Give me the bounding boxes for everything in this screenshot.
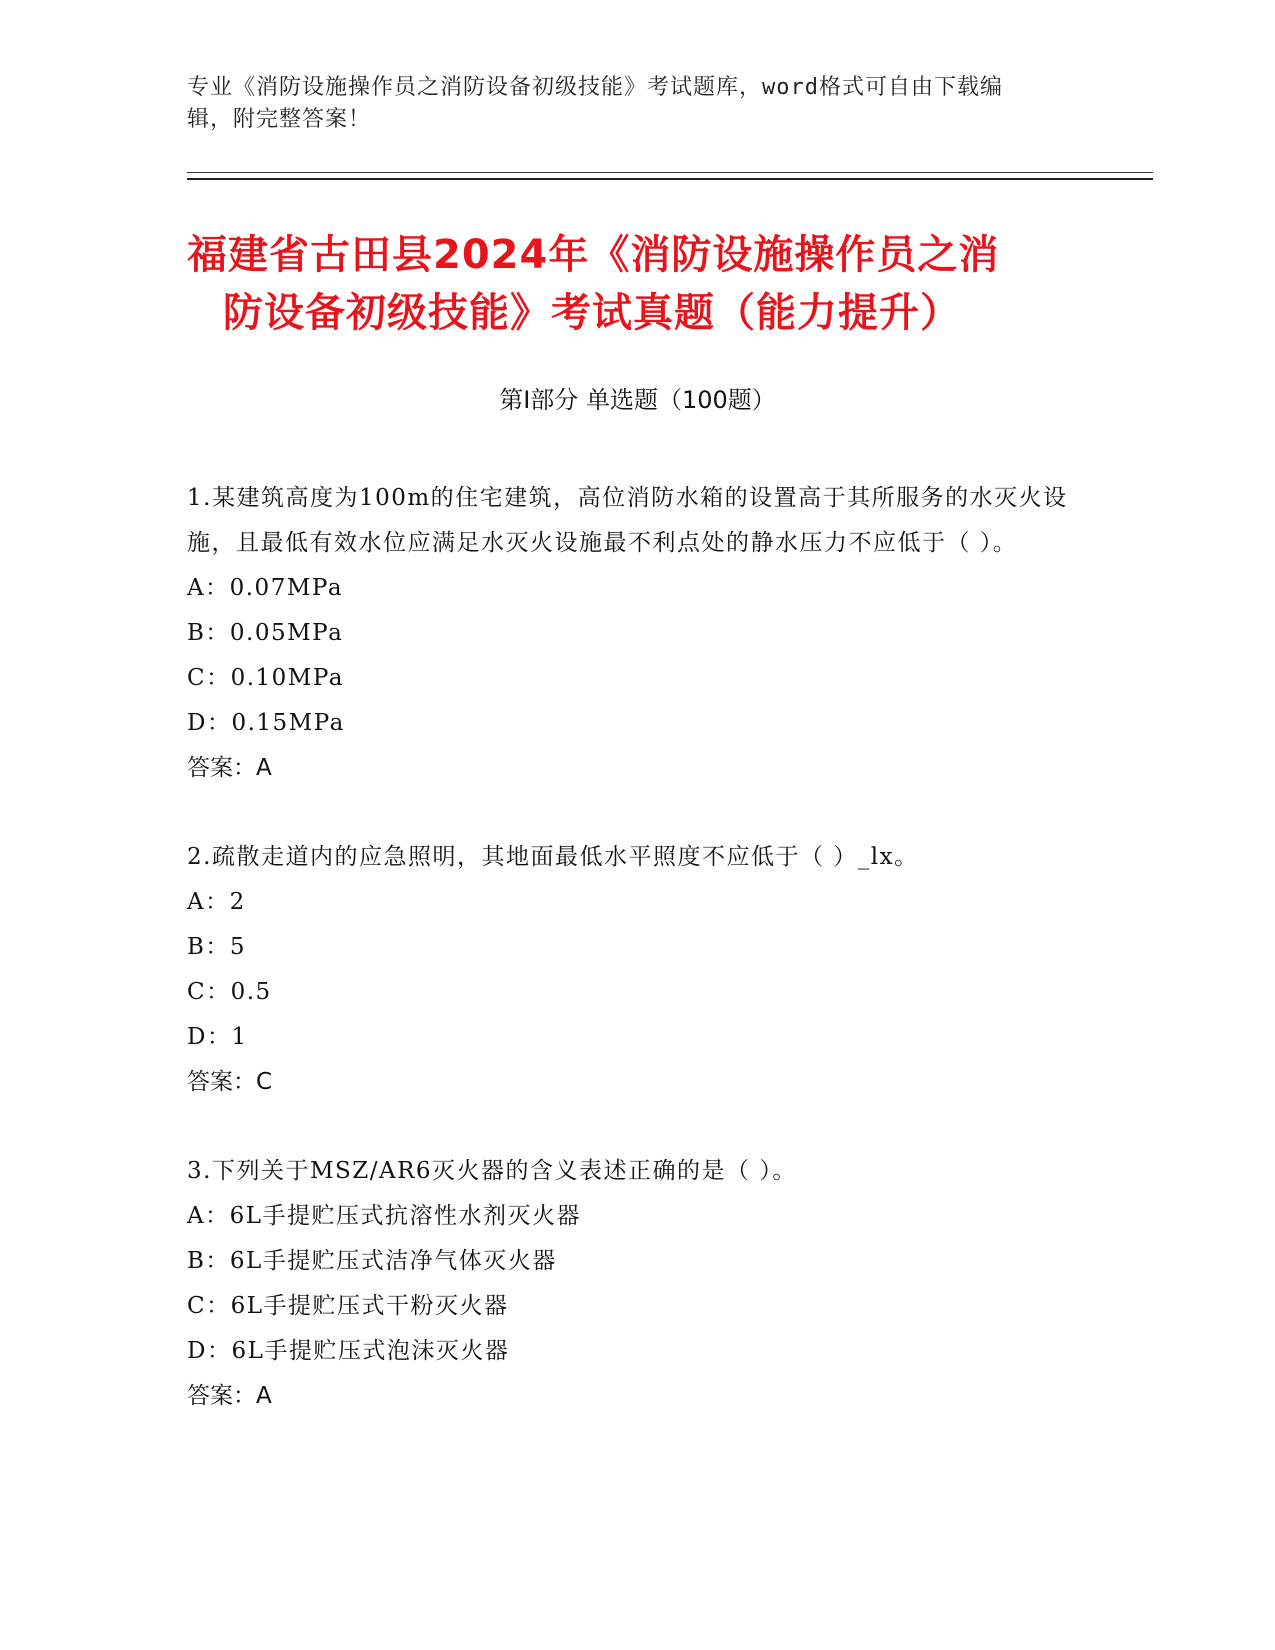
header-note-line-1: 专业《消防设施操作员之消防设备初级技能》考试题库，word格式可自由下载编 — [187, 75, 1003, 100]
option-a: A：2 — [187, 889, 246, 915]
section-title: 第Ⅰ部分 单选题（100题） — [499, 386, 776, 414]
question-1 — [187, 476, 1087, 791]
document-title-line-1: 福建省古田县2024年《消防设施操作员之消 — [187, 232, 1000, 278]
option-d: D：6L手提贮压式泡沫灭火器 — [187, 1338, 510, 1364]
document-title-line-2: 防设备初级技能》考试真题（能力提升） — [223, 290, 961, 336]
header-note — [187, 72, 1087, 136]
answer-line: 答案：A — [187, 755, 272, 781]
option-b: B：6L手提贮压式洁净气体灭火器 — [187, 1248, 557, 1274]
option-a: A：0.07MPa — [187, 575, 344, 601]
question-stem: 3.下列关于MSZ/AR6灭火器的含义表述正确的是（ ）。 — [187, 1158, 797, 1184]
option-b: B：0.05MPa — [187, 620, 344, 646]
question-stem: 2.疏散走道内的应急照明，其地面最低水平照度不应低于（ ）_lx。 — [187, 844, 919, 870]
document-title — [187, 226, 1087, 342]
option-b: B：5 — [187, 934, 247, 960]
header-rule-thin — [187, 172, 1153, 173]
option-d: D：1 — [187, 1024, 248, 1050]
answer-line: 答案：C — [187, 1069, 273, 1095]
option-a: A：6L手提贮压式抗溶性水剂灭火器 — [187, 1203, 582, 1229]
option-c: C：6L手提贮压式干粉灭火器 — [187, 1293, 509, 1319]
question-list — [187, 476, 1087, 1463]
question-2 — [187, 835, 1087, 1105]
option-c: C：0.10MPa — [187, 665, 345, 691]
question-3 — [187, 1149, 1087, 1419]
option-c: C：0.5 — [187, 979, 272, 1005]
question-stem: 1.某建筑高度为100m的住宅建筑，高位消防水箱的设置高于其所服务的水灭火设施，且最低有效水位应满足水灭火设施最不利点处的静水压力不应低于（ ）。 — [187, 485, 1068, 556]
answer-line: 答案：A — [187, 1383, 272, 1409]
option-d: D：0.15MPa — [187, 710, 345, 736]
header-rule-thick — [187, 178, 1153, 180]
header-note-line-2: 辑，附完整答案！ — [187, 107, 372, 132]
